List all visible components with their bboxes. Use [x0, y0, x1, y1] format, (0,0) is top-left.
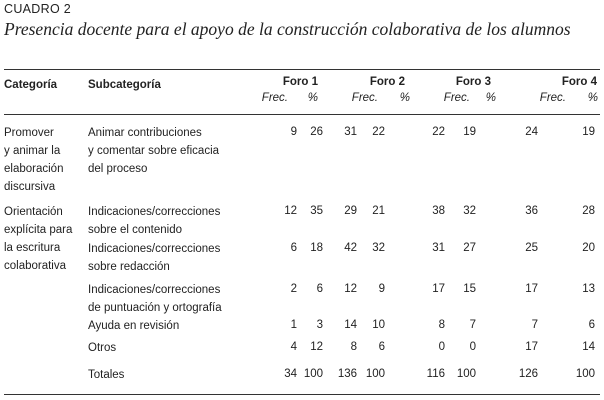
frec-cell: 12: [284, 205, 297, 217]
frec-cell: 12: [344, 283, 357, 295]
subcategory-line: Animar contribuciones: [88, 127, 202, 139]
frec-cell: 6: [290, 242, 297, 254]
pct-cell: 32: [372, 242, 385, 254]
pct-cell: 100: [365, 368, 385, 380]
subcategory-label: [88, 124, 219, 178]
subcategory-line: y comentar sobre eficacia: [88, 145, 220, 157]
frec-cell: 17: [525, 341, 538, 353]
pct-cell: 19: [582, 126, 595, 138]
subcategory-line: Indicaciones/correcciones: [88, 243, 221, 255]
category-1-line: elaboración: [4, 163, 64, 175]
frec-cell: 17: [432, 283, 445, 295]
frec-cell: 8: [350, 341, 357, 353]
header-foro-1: Foro 1: [282, 76, 318, 88]
header-frec-2: Frec.: [351, 92, 378, 104]
frec-cell: 9: [290, 126, 297, 138]
frec-cell: 22: [432, 126, 445, 138]
subcategory-line: Indicaciones/correcciones: [88, 284, 221, 296]
frec-cell: 7: [531, 319, 538, 331]
subcategory-line: sobre redacción: [88, 261, 170, 273]
pct-cell: 18: [310, 242, 323, 254]
frec-cell: 31: [344, 126, 357, 138]
frec-cell: 29: [344, 205, 357, 217]
frec-cell: 31: [432, 242, 445, 254]
frec-cell: 8: [438, 319, 445, 331]
category-1-line: y animar la: [4, 145, 61, 157]
pct-cell: 100: [456, 368, 476, 380]
frec-cell: 14: [344, 319, 357, 331]
frec-cell: 42: [344, 242, 357, 254]
category-2: [4, 203, 72, 275]
frec-cell: 136: [337, 368, 357, 380]
category-2-line: explícita para: [4, 224, 73, 236]
pct-cell: 6: [588, 319, 595, 331]
table-caption: Presencia docente para el apoyo de la construcción colaborativa de los alumnos: [4, 19, 571, 39]
totals-label: [88, 366, 124, 384]
pct-cell: 27: [463, 242, 476, 254]
category-2-line: la escritura: [4, 242, 61, 254]
pct-cell: 7: [469, 319, 476, 331]
pct-cell: 28: [582, 205, 595, 217]
pct-cell: 9: [378, 283, 385, 295]
subcategory-label: [88, 240, 220, 276]
header-categoria: Categoría: [4, 79, 58, 91]
subcategory-line: Totales: [88, 369, 125, 381]
subcategory-line: sobre el contenido: [88, 224, 182, 236]
pct-cell: 12: [310, 341, 323, 353]
subcategory-line: de puntuación y ortografía: [88, 302, 222, 314]
frec-cell: 34: [284, 368, 297, 380]
pct-cell: 10: [372, 319, 385, 331]
subcategory-line: Otros: [88, 342, 117, 354]
pct-cell: 26: [310, 126, 323, 138]
frec-cell: 4: [290, 341, 297, 353]
header-foro-4: Foro 4: [561, 76, 597, 88]
category-1-line: discursiva: [4, 181, 56, 193]
frec-cell: 126: [518, 368, 538, 380]
pct-cell: 3: [316, 319, 323, 331]
category-1: [4, 124, 63, 196]
frec-cell: 36: [525, 205, 538, 217]
subcategory-label: [88, 339, 116, 357]
frec-cell: 0: [438, 341, 445, 353]
pct-cell: 14: [582, 341, 595, 353]
pct-cell: 22: [372, 126, 385, 138]
header-rule: [4, 114, 600, 115]
table-label: CUADRO 2: [4, 2, 71, 16]
frec-cell: 116: [426, 368, 445, 380]
pct-cell: 15: [463, 283, 476, 295]
pct-cell: 6: [378, 341, 385, 353]
pct-cell: 19: [463, 126, 476, 138]
top-rule: [4, 69, 600, 70]
category-1-line: Promover: [4, 127, 54, 139]
pct-cell: 100: [303, 368, 323, 380]
subcategory-label: [88, 203, 220, 239]
category-2-line: Orientación: [4, 206, 63, 218]
subcategory-line: del proceso: [88, 163, 148, 175]
subcategory-label: [88, 317, 179, 335]
frec-cell: 1: [290, 319, 297, 331]
frec-cell: 17: [525, 283, 538, 295]
frec-cell: 24: [525, 126, 538, 138]
header-foro-2: Foro 2: [369, 76, 405, 88]
bottom-rule: [4, 394, 600, 395]
header-pct-4: %: [587, 92, 598, 104]
pct-cell: 20: [582, 242, 595, 254]
header-frec-3: Frec.: [443, 92, 470, 104]
subcategory-line: Ayuda en revisión: [88, 320, 180, 332]
header-frec-1: Frec.: [261, 92, 288, 104]
frec-cell: 2: [290, 283, 297, 295]
frec-cell: 38: [432, 205, 445, 217]
pct-cell: 32: [463, 205, 476, 217]
pct-cell: 35: [310, 205, 323, 217]
header-pct-3: %: [485, 92, 496, 104]
header-subcategoria: Subcategoría: [88, 79, 161, 91]
frec-cell: 25: [525, 242, 538, 254]
subcategory-label: [88, 281, 222, 317]
pct-cell: 13: [582, 283, 595, 295]
header-pct-2: %: [399, 92, 410, 104]
header-foro-3: Foro 3: [455, 76, 491, 88]
pct-cell: 21: [372, 205, 385, 217]
pct-cell: 6: [316, 283, 323, 295]
pct-cell: 100: [575, 368, 595, 380]
pct-cell: 0: [469, 341, 476, 353]
header-frec-4: Frec.: [539, 92, 566, 104]
subcategory-line: Indicaciones/correcciones: [88, 206, 221, 218]
category-2-line: colaborativa: [4, 260, 67, 272]
header-pct-1: %: [307, 92, 318, 104]
